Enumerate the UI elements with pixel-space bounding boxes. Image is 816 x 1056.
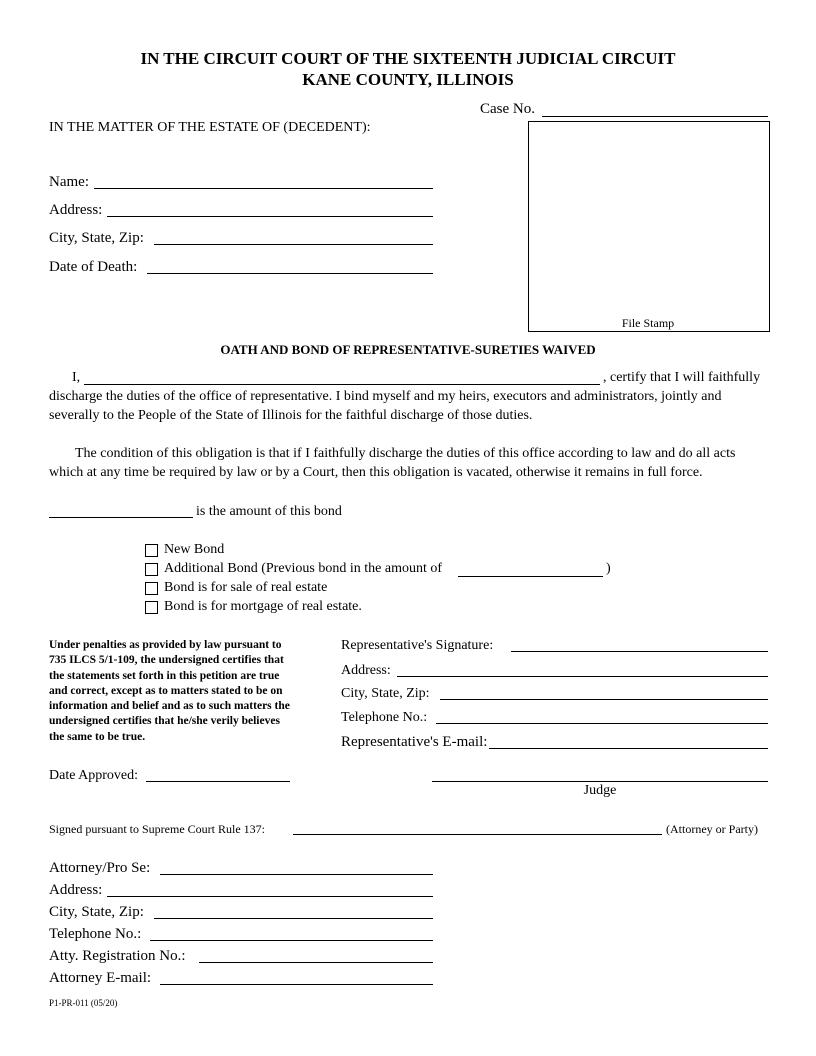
decedent-city-field[interactable] (154, 244, 433, 245)
court-header-line2: KANE COUNTY, ILLINOIS (302, 70, 514, 89)
bond-amount-field[interactable] (49, 517, 193, 518)
decedent-address-field[interactable] (107, 216, 433, 217)
attorney-email-label: Attorney E-mail: (49, 970, 152, 986)
form-title: OATH AND BOND OF REPRESENTATIVE-SURETIES WAIVED (220, 342, 596, 357)
penalty-line: Under penalties as provided by law pursuant to (49, 639, 282, 651)
condition-line1: The condition of this obligation is that if I faithfully discharge the duties of this office according to law and do all acts (75, 446, 736, 461)
additional-bond-close: ) (606, 561, 611, 576)
rep-signature-label: Representative's Signature: (341, 638, 494, 653)
date-approved-field[interactable] (146, 781, 290, 782)
sale-real-estate-label: Bond is for sale of real estate (164, 580, 328, 595)
attorney-address-field[interactable] (107, 896, 433, 897)
rep-address-label: Address: (341, 663, 391, 678)
file-stamp-label: File Stamp (621, 316, 675, 330)
attorney-email-field[interactable] (160, 984, 433, 985)
penalty-statement (49, 638, 290, 745)
decedent-name-label: Name: (49, 174, 89, 190)
oath-line3: severally to the People of the State of Illinois for the faithful discharge of those duties. (49, 408, 533, 423)
mortgage-real-estate-label: Bond is for mortgage of real estate. (164, 599, 362, 614)
date-approved-label: Date Approved: (49, 768, 139, 783)
attorney-address-label: Address: (49, 882, 103, 898)
decedent-city-label: City, State, Zip: (49, 230, 144, 246)
additional-bond-checkbox[interactable] (145, 563, 158, 576)
decedent-name-field[interactable] (94, 188, 433, 189)
court-header-line1: IN THE CIRCUIT COURT OF THE SIXTEENTH JUDICIAL CIRCUIT (140, 49, 676, 68)
rep-city-field[interactable] (440, 699, 768, 700)
rep-signature-field[interactable] (511, 651, 768, 652)
oath-line2: discharge the duties of the office of representative. I bind myself and my heirs, executors and administrators, jointly and (49, 389, 722, 404)
condition-line2: which at any time be required by law or by a Court, then this obligation is vacated, otherwise it remains in full force. (49, 465, 703, 480)
penalty-line: the statements set forth in this petition are true (49, 669, 280, 682)
rep-email-field[interactable] (489, 748, 768, 749)
penalty-line: undersigned certifies that he/she verily believes (49, 715, 280, 728)
penalty-line: 735 ILCS 5/1-109, the undersigned certifies that (49, 654, 284, 667)
representative-name-field[interactable] (84, 384, 600, 385)
new-bond-label: New Bond (164, 542, 225, 557)
file-stamp-box (528, 121, 770, 332)
date-of-death-label: Date of Death: (49, 259, 138, 275)
penalty-line: and correct, except as to matters stated to be on (49, 684, 283, 697)
form-number: P1-PR-011 (05/20) (49, 998, 118, 1008)
case-no-field[interactable] (542, 116, 768, 117)
penalty-line: the same to be true. (49, 730, 146, 743)
rep-city-label: City, State, Zip: (341, 686, 430, 701)
rule137-signature-field[interactable] (293, 834, 662, 835)
matter-label: IN THE MATTER OF THE ESTATE OF (DECEDENT): (49, 120, 371, 135)
rule137-suffix: (Attorney or Party) (666, 822, 758, 836)
rep-email-label: Representative's E-mail: (341, 734, 488, 750)
attorney-phone-field[interactable] (150, 940, 433, 941)
attorney-name-label: Attorney/Pro Se: (49, 860, 151, 876)
decedent-address-label: Address: (49, 202, 103, 218)
mortgage-real-estate-checkbox[interactable] (145, 601, 158, 614)
attorney-city-field[interactable] (154, 918, 433, 919)
rule137-label: Signed pursuant to Supreme Court Rule 137: (49, 822, 265, 836)
oath-certify-text: , certify that I will faithfully (603, 370, 761, 385)
judge-label: Judge (583, 783, 617, 798)
attorney-name-field[interactable] (160, 874, 433, 875)
judge-signature-field[interactable] (432, 781, 768, 782)
rep-phone-field[interactable] (436, 723, 768, 724)
case-no-label: Case No. (480, 101, 535, 117)
date-of-death-field[interactable] (147, 273, 433, 274)
attorney-city-label: City, State, Zip: (49, 904, 144, 920)
rep-phone-label: Telephone No.: (341, 710, 428, 725)
attorney-registration-label: Atty. Registration No.: (49, 948, 186, 964)
additional-bond-label: Additional Bond (Previous bond in the amount of (164, 561, 443, 576)
previous-bond-amount-field[interactable] (458, 576, 603, 577)
attorney-phone-label: Telephone No.: (49, 926, 142, 942)
oath-i-label: I, (72, 370, 81, 385)
rep-address-field[interactable] (397, 676, 768, 677)
new-bond-checkbox[interactable] (145, 544, 158, 557)
sale-real-estate-checkbox[interactable] (145, 582, 158, 595)
penalty-line: information and belief and as to such matters the (49, 700, 290, 713)
bond-amount-label: is the amount of this bond (196, 504, 342, 519)
attorney-registration-field[interactable] (199, 962, 433, 963)
